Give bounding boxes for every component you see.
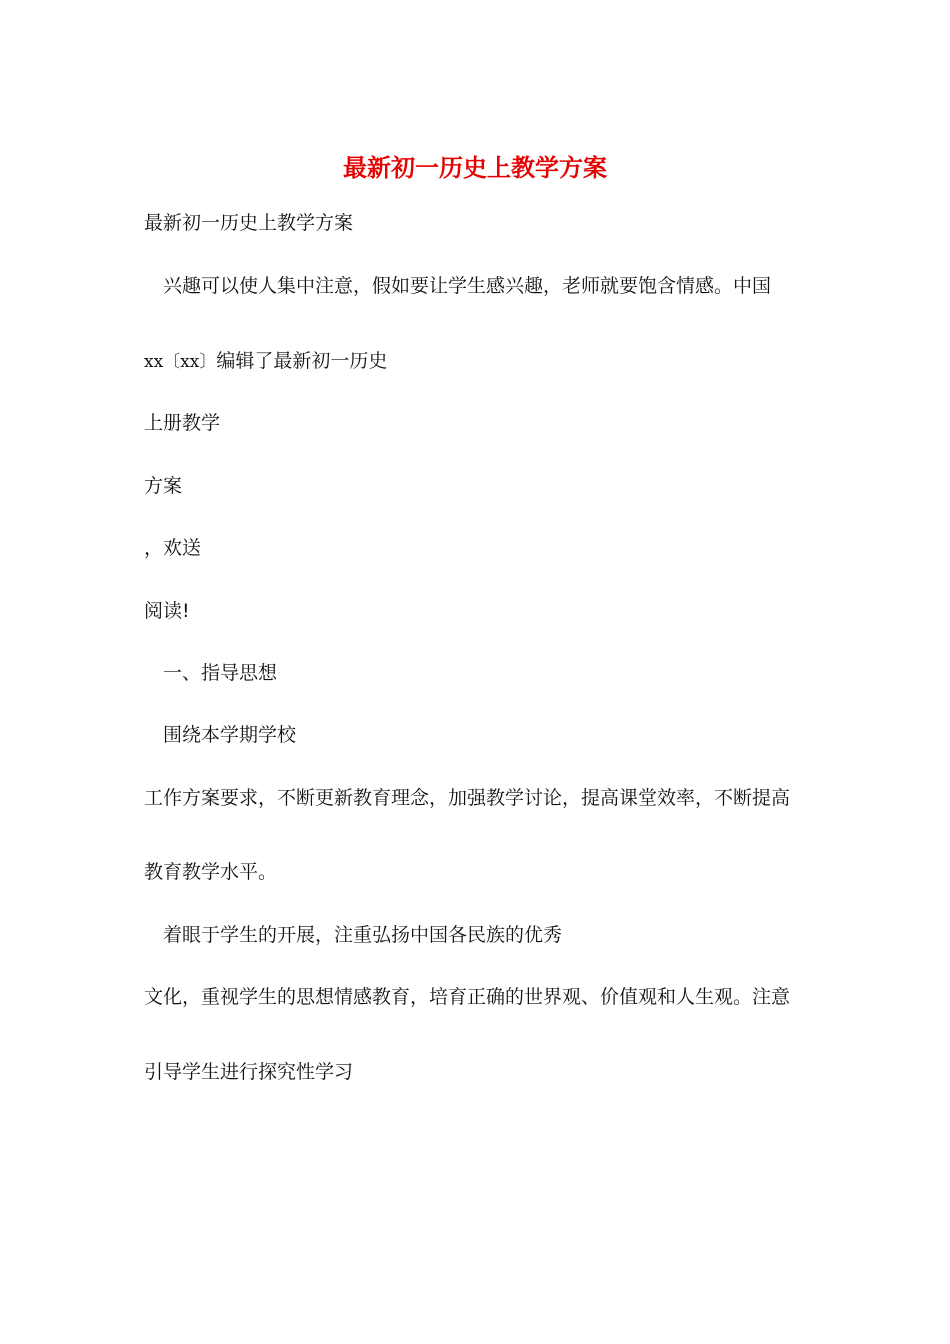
paragraph-line-plan: 方案 xyxy=(144,475,183,497)
paragraph-line-welcome: ，欢送 xyxy=(144,537,202,559)
paragraph-line-around: 围绕本学期学校 xyxy=(163,724,297,746)
section-heading-guiding-ideology: 一、指导思想 xyxy=(163,662,278,684)
paragraph-line-read: 阅读! xyxy=(144,600,190,622)
paragraph-line-focus: 着眼于学生的开展，注重弘扬中国各民族的优秀 xyxy=(163,924,563,946)
paragraph-line-guide: 引导学生进行探究性学习 xyxy=(144,1061,354,1083)
placeholder-prefix: xx〔xx〕 xyxy=(144,352,217,372)
paragraph-line-culture: 文化，重视学生的思想情感教育，培育正确的世界观、价值观和人生观。注意 xyxy=(144,986,791,1008)
paragraph-line-editor xyxy=(144,347,387,376)
paragraph-line-work-plan: 工作方案要求，不断更新教育理念，加强教学讨论，提高课堂效率，不断提高 xyxy=(144,787,791,809)
paragraph-line-level: 教育教学水平。 xyxy=(144,861,278,883)
document-title: 最新初一历史上教学方案 xyxy=(343,153,607,182)
paragraph-line-intro: 兴趣可以使人集中注意，假如要让学生感兴趣，老师就要饱含情感。中国 xyxy=(163,275,772,297)
editor-text: 编辑了最新初一历史 xyxy=(216,350,388,372)
paragraph-line-volume: 上册教学 xyxy=(144,412,221,434)
subtitle-line: 最新初一历史上教学方案 xyxy=(144,212,354,234)
